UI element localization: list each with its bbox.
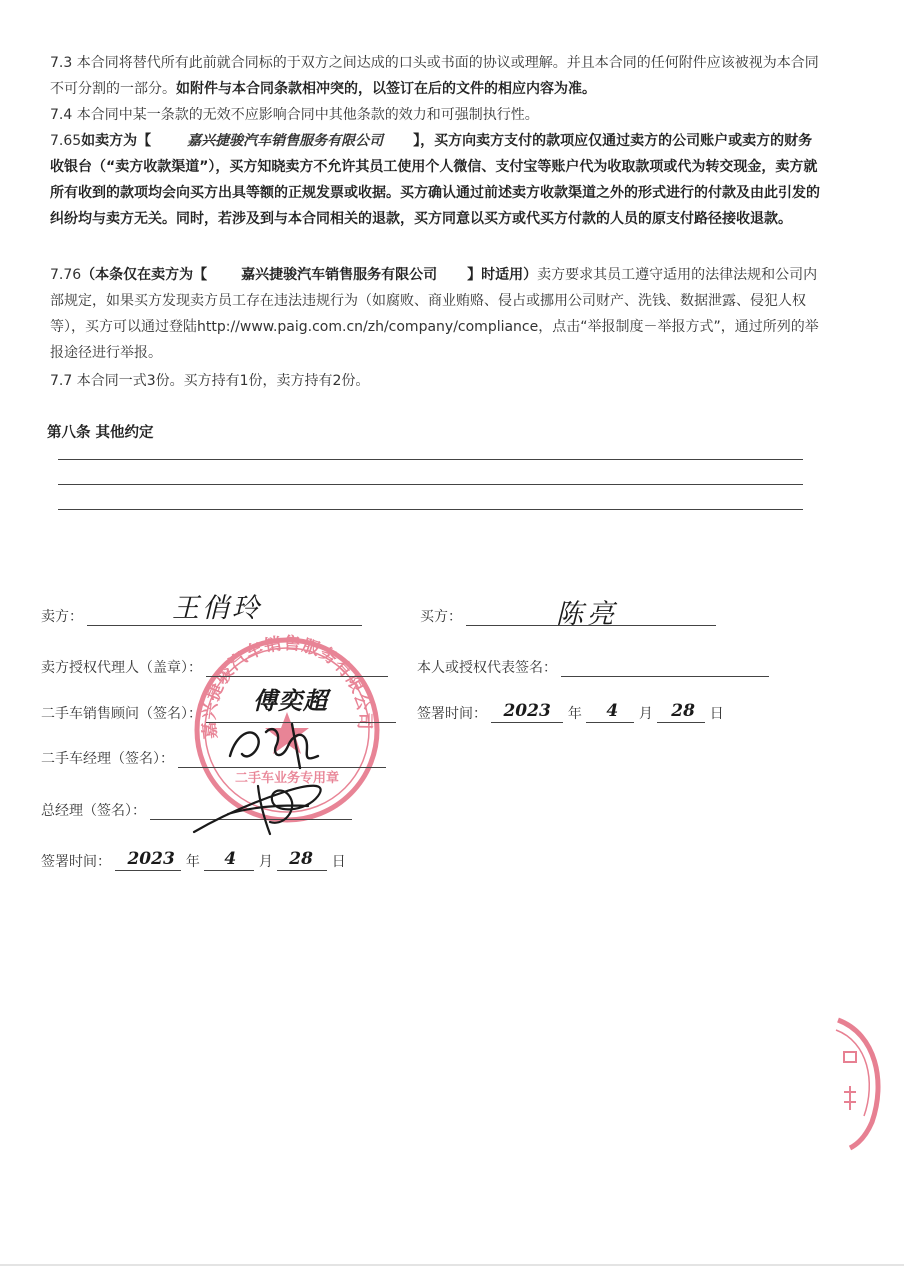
buyer-rep-label: 本人或授权代表签名： (417, 660, 557, 676)
clause-7-3 (50, 50, 825, 102)
buyer-rep-field (561, 658, 769, 677)
seller-agent-row (41, 657, 388, 677)
seller-agent-label: 卖方授权代理人（盖章）： (41, 660, 202, 676)
buyer-rep-row (417, 657, 769, 677)
seller-day-unit: 日 (331, 854, 346, 870)
seller-date-row (41, 851, 346, 871)
buyer-year-unit: 年 (567, 706, 582, 722)
advisor-label: 二手车销售顾问（签名）： (41, 706, 202, 722)
manager-signature-scribble (222, 716, 332, 776)
seller-year: 2023 (127, 849, 175, 869)
manager-row (41, 748, 386, 768)
buyer-year: 2023 (503, 701, 551, 721)
buyer-signature: 陈亮 (556, 599, 618, 630)
seller-day-field (277, 849, 327, 871)
partial-seal-edge (832, 1012, 892, 1152)
clause-7-76-number: 7.76 (50, 267, 82, 283)
clause-7-76-company: 嘉兴捷骏汽车销售服务有限公司 (241, 267, 438, 283)
advisor-row (41, 703, 396, 723)
seller-day: 28 (289, 849, 313, 869)
seller-year-field (115, 849, 181, 871)
seller-month: 4 (224, 849, 237, 869)
clause-7-4 (50, 102, 825, 128)
other-terms-line-3 (58, 509, 803, 510)
seal-company-text: 嘉兴捷骏汽车销售服务有限公司 (199, 633, 375, 740)
seller-label: 卖方： (41, 609, 83, 625)
buyer-date-label: 签署时间： (417, 706, 487, 722)
clause-7-65-number: 7.65 (50, 133, 82, 149)
clause-7-76-body: 卖方要求其员工遵守适用的法律法规和公司内部规定，如果买方发现卖方员工存在违法违规行为（如腐败、商业贿赂、侵占或挪用公司财产、洗钱、数据泄露、侵犯人权等），买方可以通过登陆http://www.paig.com.cn/zh/company/compliance，点击“举报制度－举报方式”，通过所列的举报途径进行举报。 (50, 267, 819, 361)
clause-7-76-close: 】时适用） (467, 267, 538, 283)
buyer-month: 4 (606, 701, 619, 721)
seller-date-label: 签署时间： (41, 854, 111, 870)
clause-7-7-text: 7.7 本合同一式3份。买方持有1份，卖方持有2份。 (50, 373, 370, 389)
clause-7-65-lead: 如卖方为【 (81, 133, 152, 149)
manager-label: 二手车经理（签名）： (41, 751, 174, 767)
seller-month-field (204, 849, 254, 871)
clause-7-4-text: 7.4 本合同中某一条款的无效不应影响合同中其他条款的效力和可强制执行性。 (50, 107, 539, 123)
gm-signature-scribble (188, 774, 338, 844)
section-8-title: 第八条 其他约定 (47, 425, 154, 441)
buyer-year-field (491, 701, 563, 723)
clause-7-65-body: 】，买方向卖方支付的款项应仅通过卖方的公司账户或卖方的财务收银台（“卖方收款渠道”），买方知晓卖方不允许其员工使用个人微信、支付宝等账户代为收取款项或代为转交现金，卖方就所有收到的款项均会向买方出具等额的正规发票或收据。买方确认通过前述卖方收款渠道之外的形式进行的付款及由此引发的纠纷均与卖方无关。同时，若涉及到与本合同相关的退款，买方同意以买方或代买方付款的人员的原支付路径接收退款。 (50, 133, 820, 227)
buyer-date-row (417, 703, 724, 723)
buyer-month-field (586, 701, 634, 723)
clause-7-76 (50, 262, 825, 366)
clause-7-3-bold: 如附件与本合同条款相冲突的，以签订在后的文件的相应内容为准。 (176, 81, 596, 97)
buyer-month-unit: 月 (638, 706, 653, 722)
gm-label: 总经理（签名）： (41, 803, 146, 819)
clause-7-65-company: 嘉兴捷骏汽车销售服务有限公司 (187, 133, 384, 149)
other-terms-line-2 (58, 484, 803, 485)
buyer-day: 28 (671, 701, 695, 721)
seller-signature: 王俏玲 (172, 593, 262, 624)
other-terms-line-1 (58, 459, 803, 460)
buyer-day-field (657, 701, 705, 723)
seller-agent-field (206, 658, 388, 677)
seal-subtext: 二手车业务专用章 (234, 771, 340, 786)
seller-year-unit: 年 (185, 854, 200, 870)
advisor-signature: 傅奕超 (253, 686, 328, 715)
buyer-label: 买方： (420, 609, 462, 625)
buyer-day-unit: 日 (709, 706, 724, 722)
clause-7-3-text: 7.3 本合同将替代所有此前就合同标的于双方之间达成的口头或书面的协议或理解。并且本合同的任何附件应该被视为本合同不可分割的一部分。 (50, 55, 819, 97)
clause-7-65 (50, 128, 825, 232)
clause-7-7 (50, 368, 825, 394)
clause-7-76-lead: （本条仅在卖方为【 (81, 267, 208, 283)
seller-month-unit: 月 (258, 854, 273, 870)
page-bottom-edge (0, 1264, 904, 1266)
